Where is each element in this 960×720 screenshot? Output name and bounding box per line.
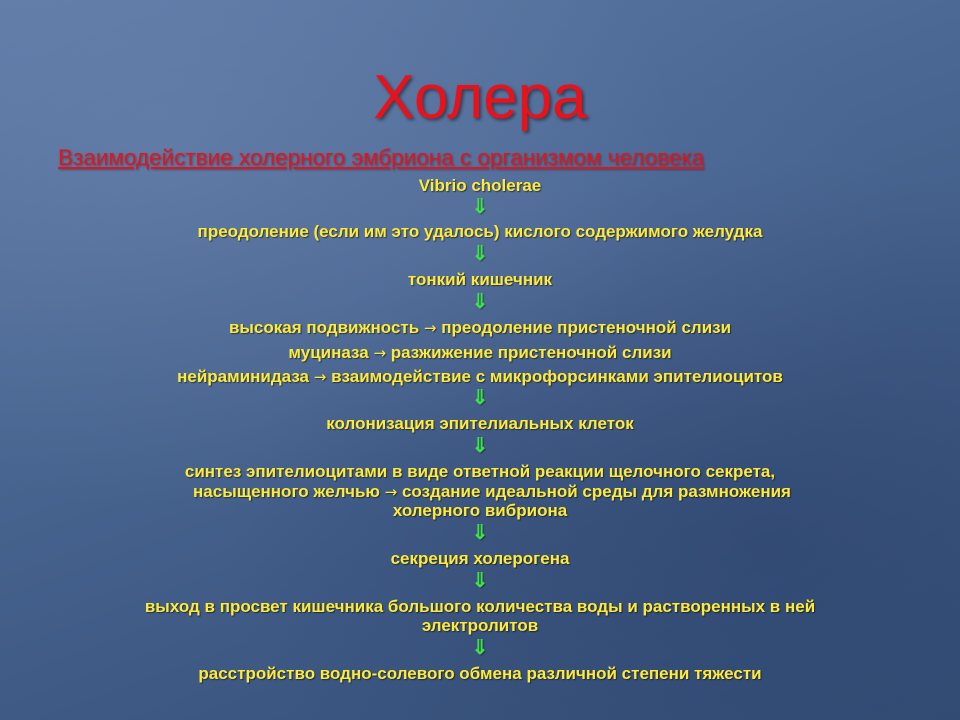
down-arrow-icon: ⇓ bbox=[471, 387, 489, 409]
right-arrow-icon: → bbox=[384, 483, 398, 501]
down-arrow-icon: ⇓ bbox=[471, 243, 489, 265]
flow-step-neuraminidase bbox=[20, 367, 940, 387]
flow-step-mucinase bbox=[20, 343, 940, 363]
right-arrow-icon: → bbox=[313, 368, 327, 386]
flow-step-synthesis-line1: синтез эпителиоцитами в виде ответной реакции щелочного секрета, bbox=[184, 462, 776, 481]
flow-step-synthesis-line3: холерного вибриона bbox=[392, 501, 568, 520]
flow-step-mucinase-post: разжижение пристеночной слизи bbox=[390, 343, 672, 362]
flow-step-vibrio: Vibrio cholerae bbox=[418, 176, 542, 195]
down-arrow-icon: ⇓ bbox=[471, 522, 489, 544]
down-arrow-icon: ⇓ bbox=[471, 570, 489, 592]
flow-step-neuraminidase-pre: нейраминидаза bbox=[177, 367, 310, 386]
flow-step-synthesis-line2-post: создание идеальной среды для размножения bbox=[401, 482, 791, 501]
flow-step-small-intestine: тонкий кишечник bbox=[407, 270, 553, 289]
down-arrow-icon: ⇓ bbox=[471, 637, 489, 659]
flow-step-motility-post: преодоление пристеночной слизи bbox=[441, 318, 732, 337]
flow-step-mucinase-pre: муциназа bbox=[288, 343, 369, 362]
flow-step-stomach: преодоление (если им это удалось) кислого содержимого желудка bbox=[197, 222, 763, 241]
right-arrow-icon: → bbox=[423, 319, 437, 337]
flow-step-colonization: колонизация эпителиальных клеток bbox=[326, 414, 634, 433]
flow-step-motility-pre: высокая подвижность bbox=[228, 318, 420, 337]
down-arrow-icon: ⇓ bbox=[471, 196, 489, 218]
flow-step-synthesis-line2-pre: насыщенного желчью bbox=[193, 482, 380, 501]
right-arrow-icon: → bbox=[373, 344, 387, 362]
down-arrow-icon: ⇓ bbox=[471, 291, 489, 313]
flow-step-disorder: расстройство водно-солевого обмена различной степени тяжести bbox=[198, 664, 762, 683]
down-arrow-icon: ⇓ bbox=[471, 435, 489, 457]
slide-title: Холера bbox=[373, 63, 587, 132]
slide-subtitle: Взаимодействие холерного эмбриона с организмом человека bbox=[58, 145, 705, 170]
flow-step-motility bbox=[20, 318, 940, 338]
flow-step-exit-line1: выход в просвет кишечника большого количества воды и растворенных в ней bbox=[144, 597, 816, 616]
flow-step-synthesis-line2 bbox=[32, 482, 952, 502]
flow-step-cholerogen: секреция холерогена bbox=[390, 549, 570, 568]
flow-step-exit-line2: электролитов bbox=[421, 616, 539, 635]
flow-step-neuraminidase-post: взаимодействие с микрофорсинками эпителиоцитов bbox=[331, 367, 783, 386]
